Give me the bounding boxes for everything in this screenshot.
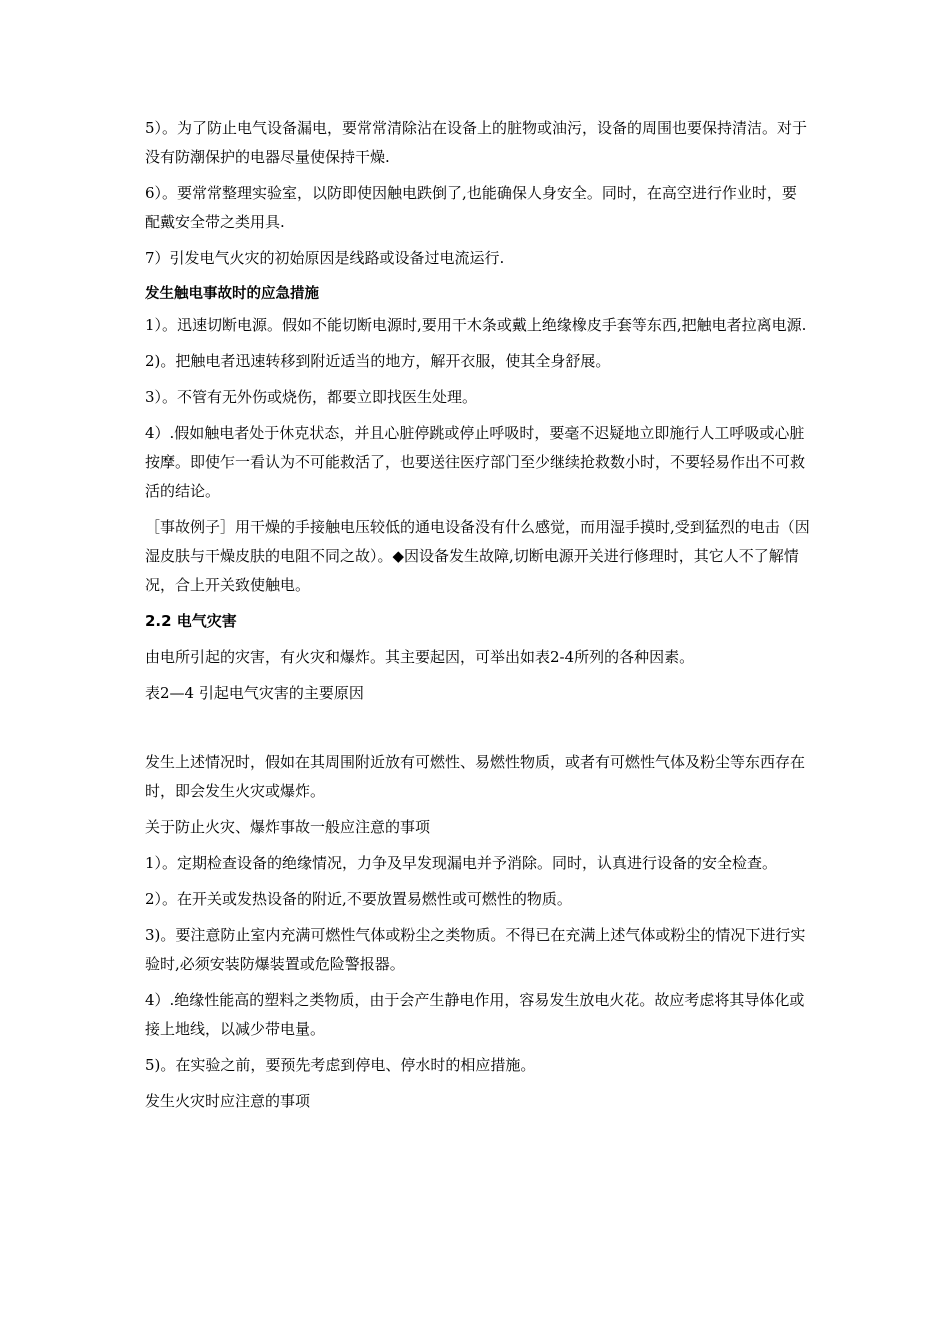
paragraph-check-insulation: 1）。定期检查设备的绝缘情况，力争及早发现漏电并予消除。同时，认真进行设备的安全检查。 xyxy=(145,854,778,872)
paragraph-fire-notes-heading: 发生火灾时应注意的事项 xyxy=(145,1092,311,1110)
paragraph-no-flammables: 2）。在开关或发热设备的附近,不要放置易燃性或可燃性的物质。 xyxy=(145,890,572,908)
paragraph-gas-dust: 3)。要注意防止室内充满可燃性气体或粉尘之类物质。不得已在充满上述气体或粉尘的情况下进行实验时,必须安装防爆装置或危险警报器。 xyxy=(145,926,806,973)
paragraph-fire-cause: 7）引发电气火灾的初始原因是线路或设备过电流运行. xyxy=(145,249,505,267)
paragraph-move-victim: 2)。把触电者迅速转移到附近适当的地方，解开衣服，使其全身舒展。 xyxy=(145,352,611,370)
paragraph-fire-conditions: 发生上述情况时，假如在其周围附近放有可燃性、易燃性物质，或者有可燃性气体及粉尘等东西存在时，即会发生火灾或爆炸。 xyxy=(145,753,806,800)
heading-emergency-measures: 发生触电事故时的应急措施 xyxy=(145,286,319,302)
paragraph-see-doctor: 3）。不管有无外伤或烧伤，都要立即找医生处理。 xyxy=(145,388,478,406)
table-caption: 表2—4 引起电气灾害的主要原因 xyxy=(145,684,364,702)
paragraph-leak-prevention: 5）。为了防止电气设备漏电，要常常清除沾在设备上的脏物或油污，设备的周围也要保持清洁。对于没有防潮保护的电器尽量使保持干燥. xyxy=(145,119,808,166)
paragraph-power-water-outage: 5)。在实验之前，要预先考虑到停电、停水时的相应措施。 xyxy=(145,1056,536,1074)
paragraph-accident-example: ［事故例子］用干燥的手接触电压较低的通电设备没有什么感觉，而用湿手摸时,受到猛烈的电击（因湿皮肤与干燥皮肤的电阻不同之故）。◆因设备发生故障,切断电源开关进行修理时，其它人不了解情况，合上开关致使触电。 xyxy=(145,518,810,594)
paragraph-cpr: 4）.假如触电者处于休克状态，并且心脏停跳或停止呼吸时，要毫不迟疑地立即施行人工呼吸或心脏按摩。即使乍一看认为不可能救活了，也要送往医疗部门至少继续抢救数小时，不要轻易作出不可救活的结论。 xyxy=(145,424,806,500)
paragraph-cut-power: 1）。迅速切断电源。假如不能切断电源时,要用干木条或戴上绝缘橡皮手套等东西,把触电者拉离电源. xyxy=(145,316,807,334)
paragraph-hazard-intro: 由电所引起的灾害，有火灾和爆炸。其主要起因，可举出如表2-4所列的各种因素。 xyxy=(145,648,695,666)
paragraph-static-plastics: 4）.绝缘性能高的塑料之类物质，由于会产生静电作用，容易发生放电火花。故应考虑将其导体化或接上地线，以减少带电量。 xyxy=(145,991,805,1038)
paragraph-prevention-heading: 关于防止火灾、爆炸事故一般应注意的事项 xyxy=(145,818,431,836)
document-body xyxy=(145,114,810,1123)
section-title-electrical-hazards: 2.2 电气灾害 xyxy=(145,612,237,630)
table-placeholder-gap xyxy=(145,712,810,748)
paragraph-tidy-lab: 6）。要常常整理实验室，以防即使因触电跌倒了,也能确保人身安全。同时，在高空进行作业时，要配戴安全带之类用具. xyxy=(145,184,797,231)
